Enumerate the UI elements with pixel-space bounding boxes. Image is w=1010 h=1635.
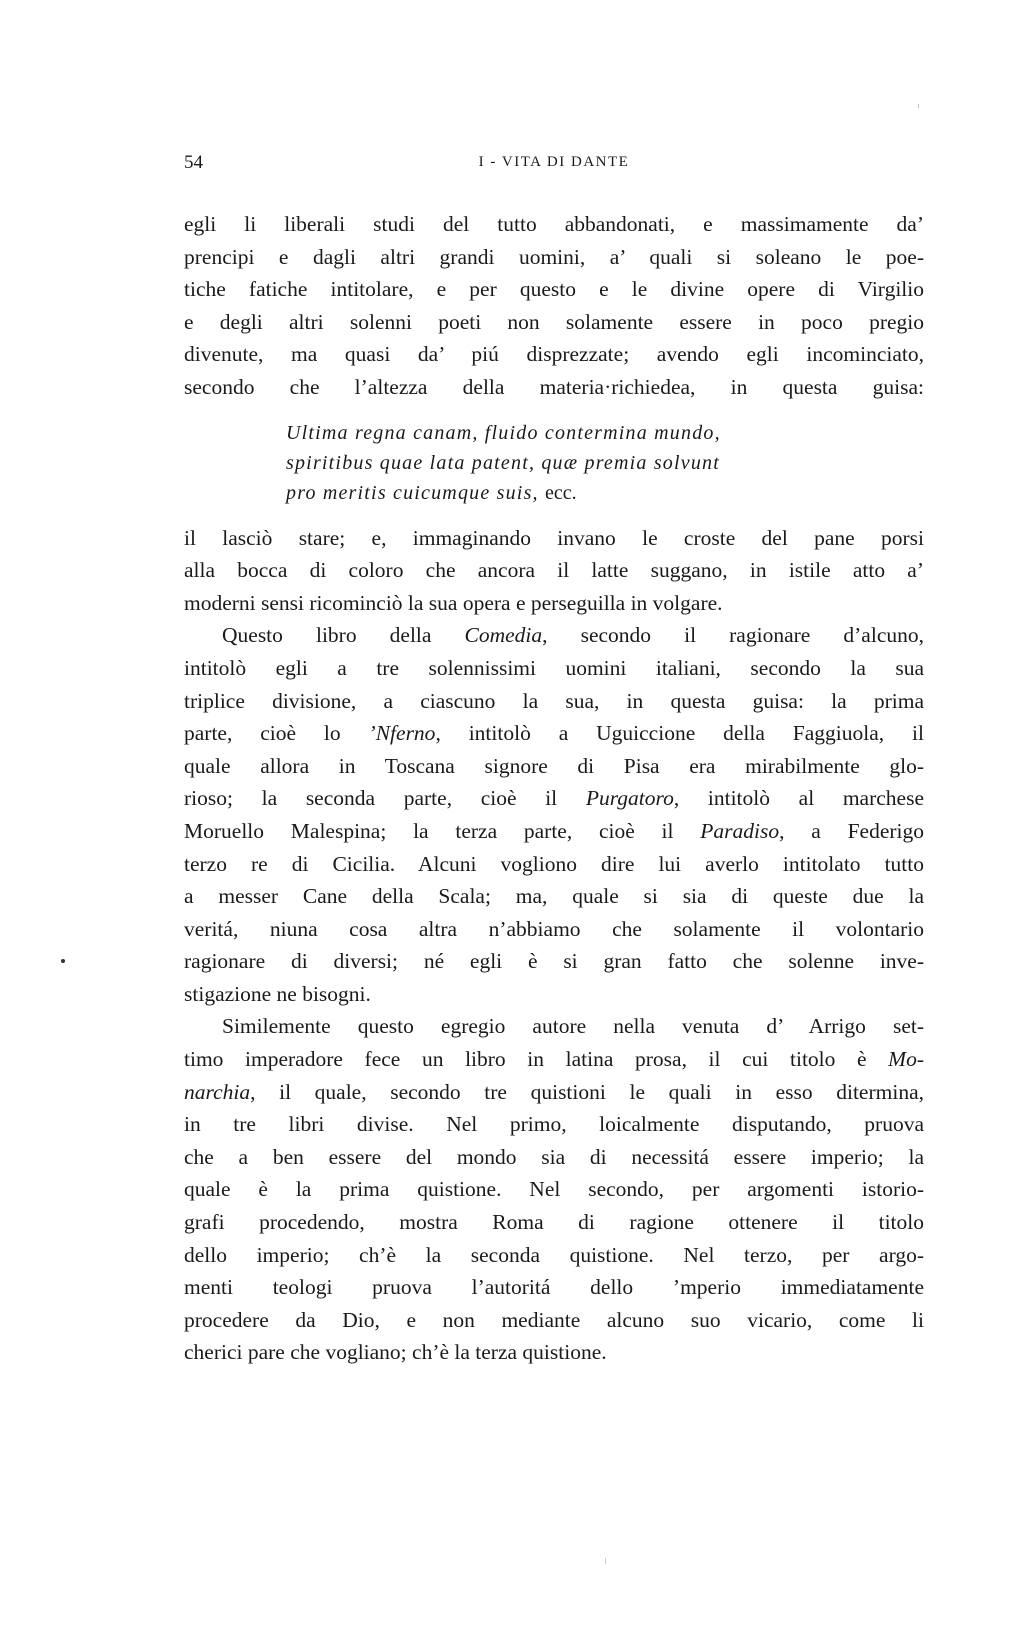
verse-etc: ecc. [544,481,577,504]
text-line: dello imperio; ch’è la seconda quistione. Nel terzo, per argo- [184,1242,924,1267]
text-line: che a ben essere del mondo sia di necessitá essere imperio; la [184,1144,924,1169]
text-line [184,619,924,652]
text-line: in tre libri divise. Nel primo, loicalmente disputando, pruova [184,1112,924,1137]
text-line: prencipi e dagli altri grandi uomini, a’ quali si soleano le poe- [184,244,924,269]
title-monarchia: narchia [184,1079,251,1104]
text-line: a messer Cane della Scala; ma, quale si sia di queste due la [184,884,924,909]
verse-quotation [184,418,924,508]
text-run: parte, cioè lo [184,721,369,746]
text-line: grafi procedendo, mostra Roma di ragione ottenere il titolo [184,1210,924,1235]
text-line: veritá, niuna cosa altra n’abbiamo che solamente il volontario [184,916,924,941]
text-line [184,1043,924,1076]
text-line: tiche fatiche intitolare, e per questo e le divine opere di Virgilio [184,277,924,302]
text-line: menti teologi pruova l’autoritá dello ’mperio immediatamente [184,1275,924,1300]
paragraph [184,522,924,620]
text-line: Similemente questo egregio autore nella venuta d’ Arrigo set- [222,1014,924,1039]
text-run: Moruello Malespina; la terza parte, cioè il [184,818,701,843]
text-line: quale è la prima quistione. Nel secondo, per argomenti istorio- [184,1177,924,1202]
text-line: cherici pare che vogliano; ch’è la terza quistione. [184,1340,607,1365]
text-line [184,1076,924,1109]
paragraph [184,208,924,404]
title-monarchia: Mo- [888,1047,924,1072]
text-run: , il quale, secondo tre quistioni le quali in esso ditermina, [250,1079,924,1104]
verse-line: Ultima regna canam, fluido contermina mundo, [286,421,721,444]
title-paradiso: Paradiso [700,818,780,843]
scan-mark [605,1558,606,1564]
text-run: rioso; la seconda parte, cioè il [184,786,586,811]
text-line: alla bocca di coloro che ancora il latte suggano, in istile atto a’ [184,558,924,583]
page-header [184,152,924,176]
paragraph [184,1010,924,1369]
body-text [184,208,924,1369]
title-inferno: ’Nferno [368,721,436,746]
text-run: Questo libro della [222,623,465,648]
text-line: quale allora in Toscana signore di Pisa era mirabilmente glo- [184,753,924,778]
text-line: stigazione ne bisogni. [184,981,371,1006]
text-line: secondo che l’altezza della materia·richiedea, in questa guisa: [184,374,924,399]
title-comedia: Comedia [464,623,543,648]
text-line: egli li liberali studi del tutto abbandonati, e massimamente da’ [184,212,924,236]
text-line: triplice divisione, a ciascuno la sua, in questa guisa: la prima [184,688,924,713]
page-number: 54 [184,152,203,173]
text-line: il lasciò stare; e, immaginando invano le croste del pane porsi [184,525,924,550]
text-line: ragionare di diversi; né egli è si gran fatto che solenne inve- [184,949,924,974]
text-run: timo imperadore fece un libro in latina prosa, il cui titolo è [184,1047,889,1072]
scan-speck [61,959,65,963]
text-line [184,717,924,750]
text-line: intitolò egli a tre solennissimi uomini italiani, secondo la sua [184,655,924,680]
paragraph [184,619,924,1010]
text-line: moderni sensi ricominciò la sua opera e perseguilla in volgare. [184,590,723,615]
text-run: , secondo il ragionare d’alcuno, [542,623,924,648]
title-purgatorio: Purgatoro [585,786,674,811]
running-head: I - VITA DI DANTE [478,154,630,170]
text-line [184,782,924,815]
verse-line: spiritibus quae lata patent, quæ premia solvunt [286,451,720,474]
text-line: e degli altri solenni poeti non solamente essere in poco pregio [184,309,924,334]
text-run: , a Federigo [779,818,924,843]
scan-mark [918,104,919,108]
verse-line [286,478,924,508]
text-line [184,815,924,848]
text-line: terzo re di Cicilia. Alcuni vogliono dire lui averlo intitolato tutto [184,851,924,876]
text-line: procedere da Dio, e non mediante alcuno suo vicario, come li [184,1307,924,1332]
text-run: , intitolò a Uguiccione della Faggiuola, il [435,721,924,746]
text-run: , intitolò al marchese [673,786,924,811]
text-line: divenute, ma quasi da’ piú disprezzate; avendo egli incominciato, [184,342,924,367]
verse-text: pro meritis cuicumque suis, [286,481,539,504]
